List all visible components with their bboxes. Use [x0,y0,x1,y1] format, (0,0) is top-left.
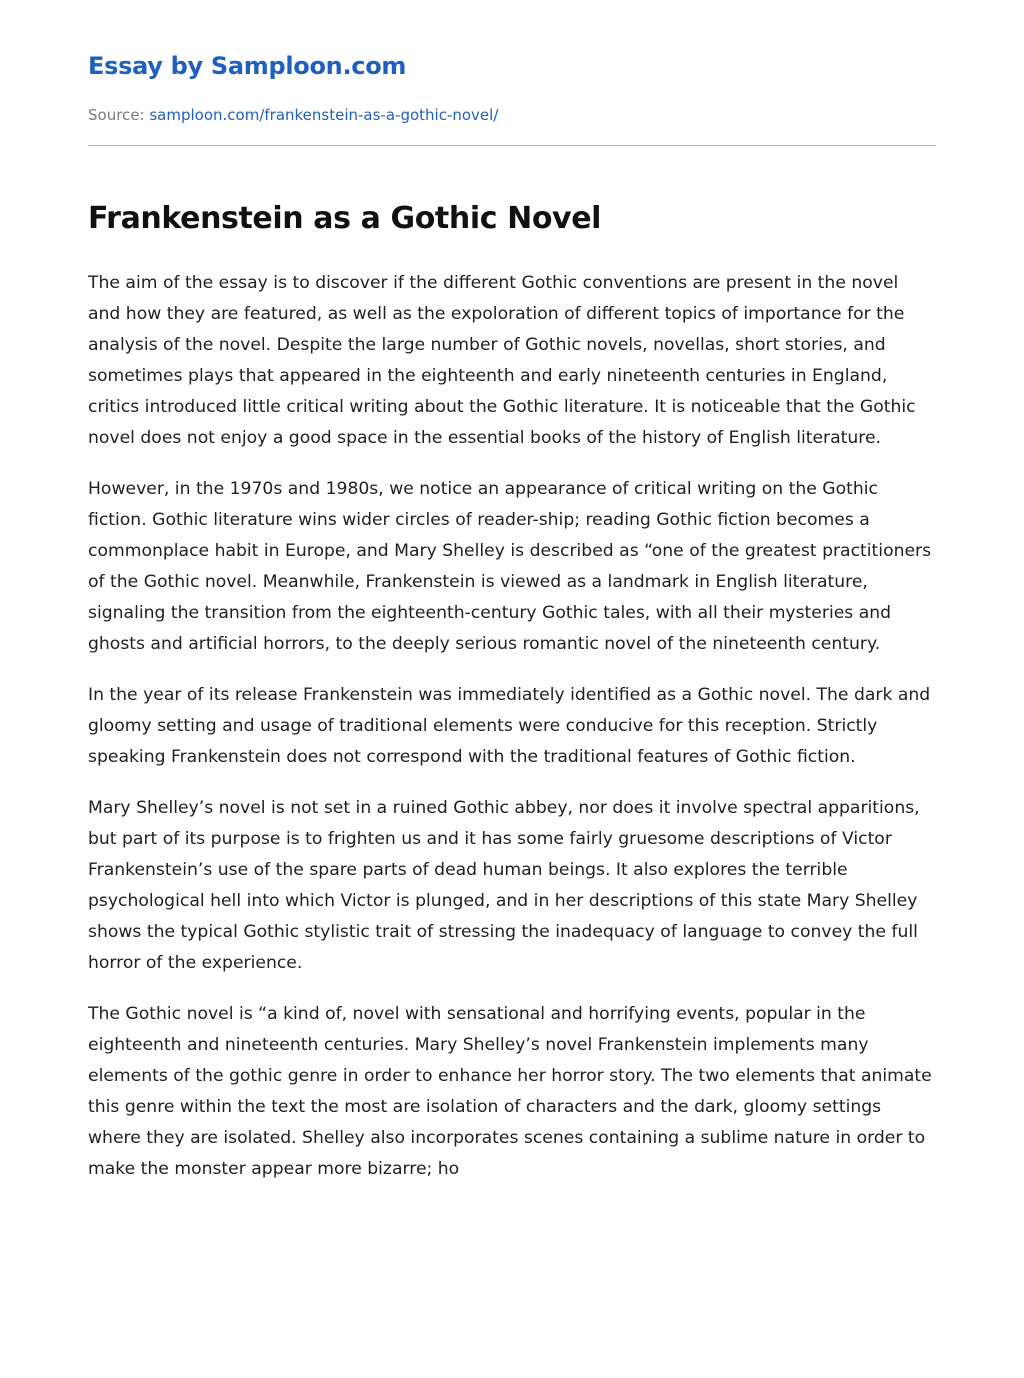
paragraph-4: Mary Shelley’s novel is not set in a ruined Gothic abbey, nor does it involve spectral apparitions, but part of its purpose is to frighten us and it has some fairly gruesome descriptions of Victor Frankenstein’s use of the spare parts of dead human beings. It also explores the terrible psychological hell into which Victor is plunged, and in her descriptions of this state Mary Shelley shows the typical Gothic stylistic trait of stressing the inadequacy of language to convey the full horror of the experience. [88,798,920,973]
paragraph-1: The aim of the essay is to discover if the different Gothic conventions are present in the novel and how they are featured, as well as the expoloration of different topics of importance for the analysis of the novel. Despite the large number of Gothic novels, novellas, short stories, and sometimes plays that appeared in the eighteenth and early nineteenth centuries in England, critics introduced little critical writing about the Gothic literature. It is noticeable that the Gothic novel does not enjoy a good space in the essential books of the history of English literature. [88,273,916,448]
paragraph-5: The Gothic novel is “a kind of, novel with sensational and horrifying events, popular in the eighteenth and nineteenth centuries. Mary Shelley’s novel Frankenstein implements many elements of the gothic genre in order to enhance her horror story. The two elements that animate this genre within the text the most are isolation of characters and the dark, gloomy settings where they are isolated. Shelley also incorporates scenes containing a sublime nature in order to make the monster appear more bizarre; ho [88,1004,932,1179]
site-brand[interactable]: Essay by Samploon.com [88,52,407,80]
paragraph-3: In the year of its release Frankenstein was immediately identified as a Gothic novel. The dark and gloomy setting and usage of traditional elements were conducive for this reception. Strictly speaking Frankenstein does not correspond with the traditional features of Gothic fiction. [88,685,931,767]
source-line [88,106,498,124]
source-link[interactable]: samploon.com/frankenstein-as-a-gothic-novel/ [149,106,499,124]
source-label: Source: [88,106,145,124]
essay-body [88,268,936,1205]
header-divider [88,145,936,146]
essay-title: Frankenstein as a Gothic Novel [88,201,602,236]
paragraph-2: However, in the 1970s and 1980s, we notice an appearance of critical writing on the Gothic fiction. Gothic literature wins wider circles of reader-ship; reading Gothic fiction becomes a commonplace habit in Europe, and Mary Shelley is described as “one of the greatest practitioners of the Gothic novel. Meanwhile, Frankenstein is viewed as a landmark in English literature, signaling the transition from the eighteenth-century Gothic tales, with all their mysteries and ghosts and artificial horrors, to the deeply serious romantic novel of the nineteenth century. [88,479,932,654]
